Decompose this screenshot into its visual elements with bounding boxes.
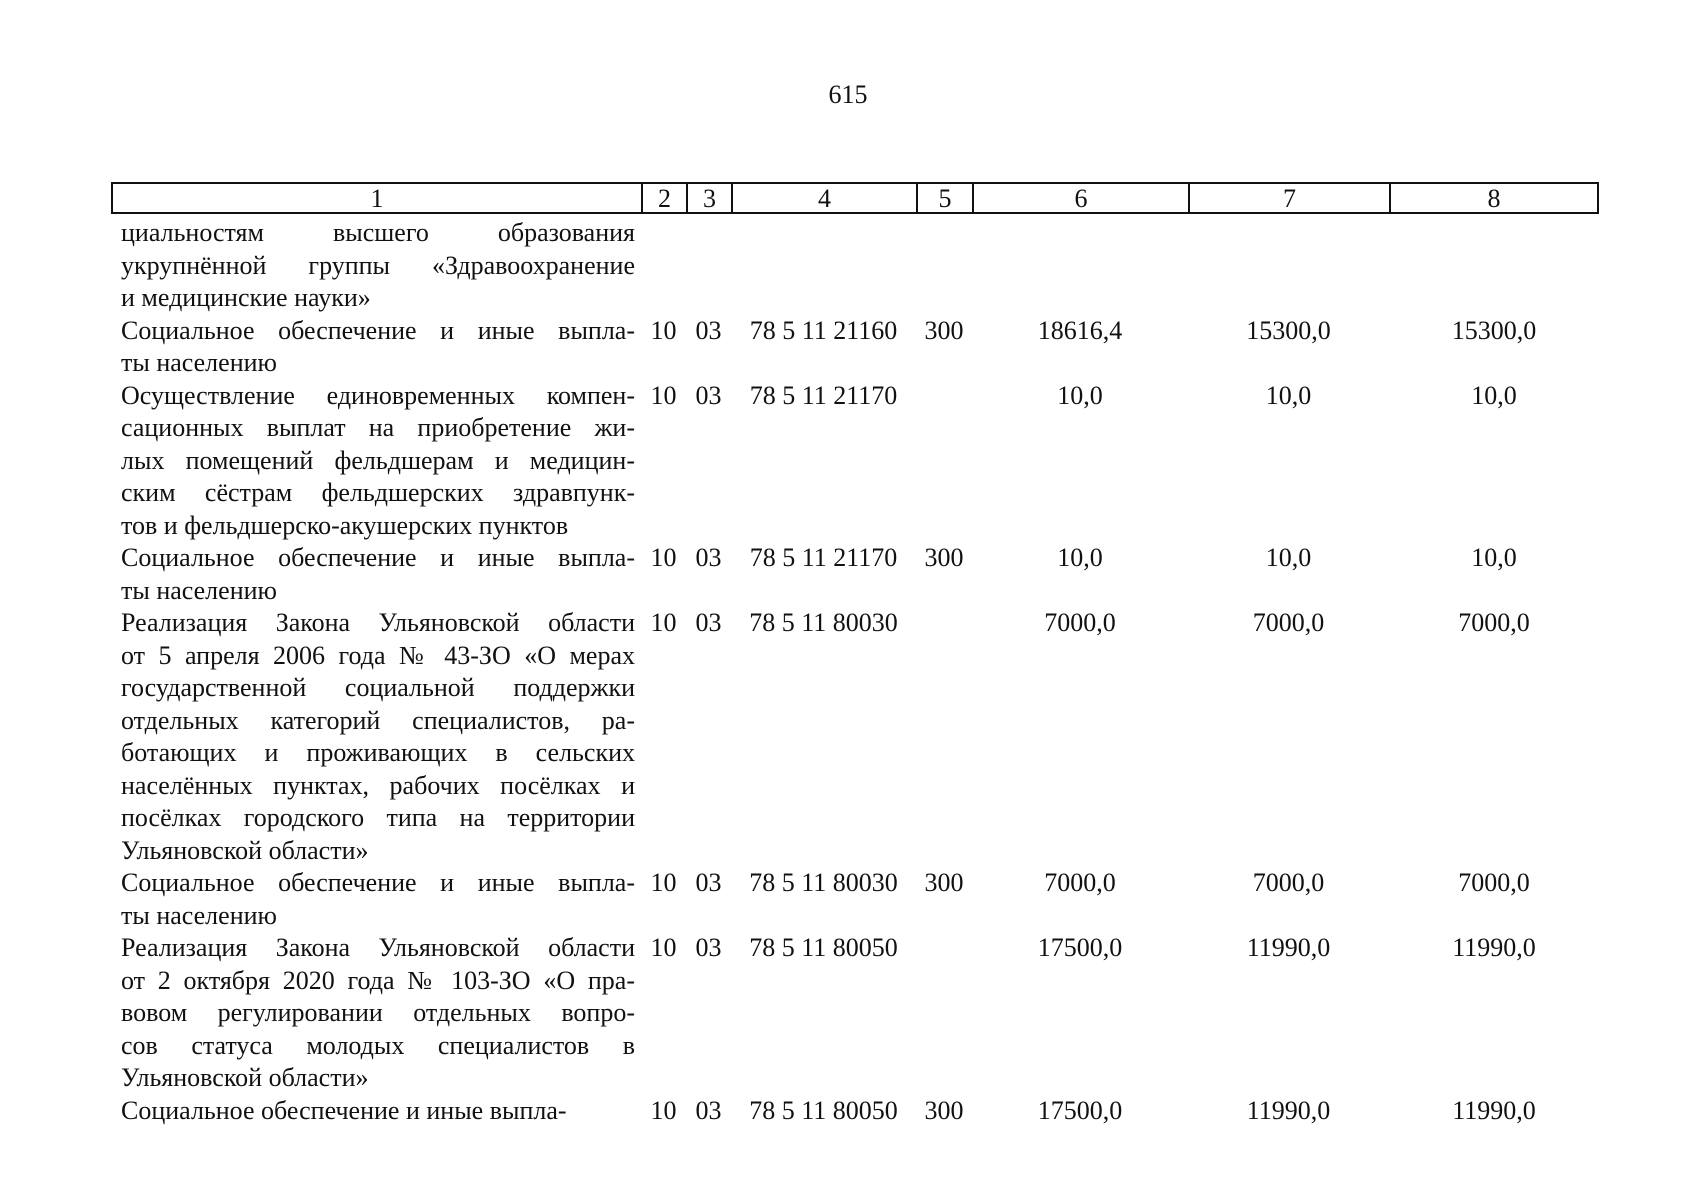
- header-col-8: 8: [1487, 184, 1501, 213]
- table-header: [111, 182, 1599, 214]
- subsection-code: 03: [695, 315, 722, 345]
- description-line: от 2 октября 2020 года № 103-ЗО «О пра-: [121, 965, 635, 995]
- target-article-code: 78 5 11 21160: [749, 315, 898, 345]
- target-article-code: 78 5 11 80050: [749, 1095, 898, 1125]
- header-col-3: 3: [688, 184, 733, 212]
- subsection-code: 03: [695, 608, 722, 637]
- description-line: населённых пунктах, рабочих посёлках и: [121, 770, 635, 800]
- amount-col-8: 11990,0: [1452, 933, 1536, 962]
- section-code: 10: [650, 608, 677, 637]
- table-row: [111, 867, 1599, 932]
- description-line: тов и фельдшерско-акушерских пунктов: [121, 510, 569, 540]
- subsection-code: 03: [695, 868, 722, 897]
- header-col-2: 2: [643, 184, 688, 212]
- amount-col-6: 7000,0: [1044, 868, 1116, 897]
- description-line: укрупнённой группы «Здравоохранение: [121, 250, 635, 280]
- header-col-5: 5: [918, 184, 974, 212]
- amount-col-7: 10,0: [1265, 380, 1312, 410]
- section-code: 10: [650, 543, 677, 572]
- subsection-code: 03: [695, 1095, 722, 1125]
- description-line: отдельных категорий специалистов, ра-: [121, 705, 635, 735]
- description-line: сов статуса молодых специалистов в: [121, 1030, 635, 1060]
- section-code: 10: [650, 933, 677, 962]
- description-line: лых помещений фельдшерам и медицин-: [121, 445, 635, 475]
- table-row: [111, 1095, 1599, 1128]
- description-line: ты населению: [121, 900, 277, 930]
- description-line: ты населению: [121, 575, 277, 605]
- row-description: [111, 867, 641, 932]
- description-line: Осуществление единовременных компен-: [121, 380, 635, 410]
- amount-col-8: 10,0: [1471, 380, 1517, 410]
- amount-col-7: 10,0: [1265, 543, 1312, 572]
- subsection-code: 03: [695, 380, 722, 410]
- description-line: посёлках городского типа на территории: [121, 803, 635, 832]
- description-line: от 5 апреля 2006 года № 43-ЗО «О мерах: [121, 640, 635, 670]
- description-line: циальностям высшего образования: [121, 218, 635, 247]
- section-code: 10: [650, 868, 677, 897]
- table-row: [111, 932, 1599, 1095]
- row-description: [111, 380, 641, 543]
- description-line: сационных выплат на приобретение жи-: [121, 413, 635, 442]
- row-description: [111, 932, 641, 1095]
- amount-col-6: 10,0: [1057, 543, 1103, 572]
- description-line: Социальное обеспечение и иные выпла-: [121, 1095, 567, 1125]
- amount-col-7: 15300,0: [1246, 315, 1331, 345]
- expense-type-code: 300: [924, 543, 964, 572]
- table-row: [111, 315, 1599, 380]
- description-line: и медицинские науки»: [121, 283, 371, 312]
- amount-col-7: 7000,0: [1252, 608, 1325, 637]
- header-col-7: 7: [1190, 184, 1391, 212]
- amount-col-7: 7000,0: [1252, 868, 1325, 897]
- description-line: Социальное обеспечение и иные выпла-: [121, 315, 635, 345]
- amount-col-6: 18616,4: [1037, 315, 1123, 345]
- amount-col-6: 17500,0: [1037, 1095, 1123, 1125]
- target-article-code: 78 5 11 80030: [749, 608, 898, 637]
- amount-col-7: 11990,0: [1246, 1095, 1331, 1125]
- amount-col-6: 17500,0: [1037, 933, 1123, 962]
- target-article-code: 78 5 11 21170: [749, 543, 898, 572]
- section-code: 10: [650, 380, 677, 410]
- amount-col-8: 11990,0: [1452, 1095, 1536, 1125]
- description-line: ским сёстрам фельдшерских здравпунк-: [121, 478, 635, 507]
- expense-type-code: 300: [924, 1095, 964, 1125]
- section-code: 10: [650, 1095, 677, 1125]
- row-description: [111, 1095, 641, 1128]
- subsection-code: 03: [695, 543, 722, 572]
- description-line: Социальное обеспечение и иные выпла-: [121, 868, 635, 897]
- amount-col-8: 7000,0: [1458, 608, 1530, 637]
- description-line: вовом регулировании отдельных вопро-: [121, 998, 635, 1027]
- amount-col-6: 7000,0: [1044, 608, 1116, 637]
- amount-col-8: 7000,0: [1458, 868, 1530, 897]
- table-row: [111, 380, 1599, 543]
- description-line: государственной социальной поддержки: [121, 673, 635, 702]
- table-row: [111, 607, 1599, 867]
- description-line: Социальное обеспечение и иные выпла-: [121, 543, 635, 572]
- target-article-code: 78 5 11 80030: [749, 868, 898, 897]
- subsection-code: 03: [695, 933, 722, 962]
- header-col-4: 4: [733, 184, 918, 212]
- target-article-code: 78 5 11 80050: [749, 933, 898, 962]
- section-code: 10: [650, 315, 677, 345]
- table-row: [111, 217, 1599, 315]
- expense-type-code: 300: [924, 315, 964, 345]
- header-col-6: 6: [974, 184, 1190, 212]
- table-body: [111, 217, 1599, 1127]
- row-description: [111, 542, 641, 607]
- row-description: [111, 607, 641, 867]
- description-line: Ульяновской области»: [121, 835, 369, 865]
- expense-type-code: 300: [924, 868, 964, 897]
- description-line: Ульяновской области»: [121, 1063, 369, 1092]
- amount-col-8: 10,0: [1471, 543, 1517, 572]
- page-number: 615: [828, 80, 868, 109]
- table-row: [111, 542, 1599, 607]
- row-description: [111, 315, 641, 380]
- description-line: Реализация Закона Ульяновской области: [121, 608, 635, 637]
- target-article-code: 78 5 11 21170: [749, 380, 898, 410]
- description-line: Реализация Закона Ульяновской области: [121, 933, 635, 962]
- amount-col-6: 10,0: [1057, 380, 1103, 410]
- amount-col-7: 11990,0: [1246, 933, 1331, 962]
- description-line: ты населению: [121, 348, 277, 377]
- description-line: ботающих и проживающих в сельских: [121, 738, 635, 767]
- header-col-1: 1: [113, 184, 643, 212]
- amount-col-8: 15300,0: [1451, 315, 1537, 345]
- row-description: [111, 217, 641, 315]
